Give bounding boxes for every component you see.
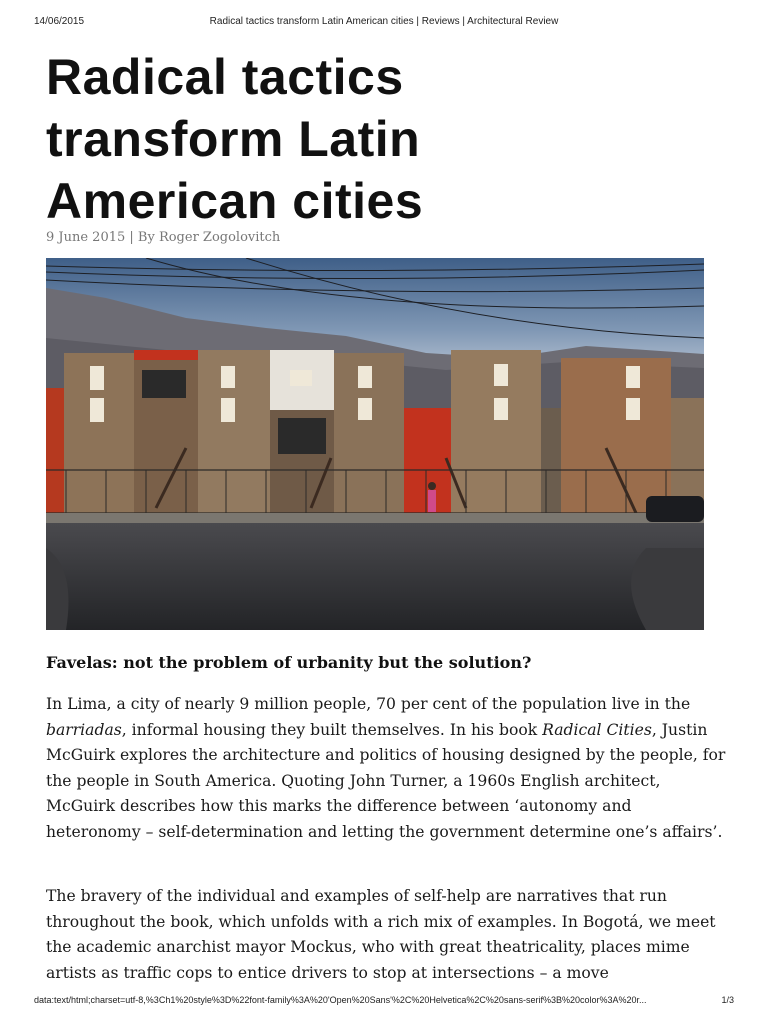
print-footer	[34, 995, 734, 1009]
print-header	[34, 16, 734, 30]
headline-line: Radical tactics	[46, 49, 404, 105]
paragraph-italic: Radical Cities	[542, 720, 652, 739]
headline-line: American cities	[46, 173, 424, 229]
print-date: 14/06/2015	[34, 16, 85, 27]
paragraph-italic: barriadas	[46, 720, 122, 739]
paragraph-text: , informal housing they built themselves. In his book	[121, 720, 543, 739]
article-paragraph	[46, 692, 726, 845]
article-paragraph: The bravery of the individual and examples of self-help are narratives that run throughout the book, which unfolds with a rich mix of examples. In Bogotá, we meet the academic anarchist mayor Mockus, who with great theatricality, places mime artists as traffic cops to entice drivers to stop at intersections – a move	[46, 887, 716, 982]
paragraph-text: , Justin McGuirk explores the architecture and politics of housing designed by the people, for the people in South America. Quoting John Turner, a 1960s English architect, McGuirk describes how this marks the difference between ‘autonomy and heteronomy – self-determination and letting the government determine one’s affairs’.	[46, 720, 726, 841]
print-page-title: Radical tactics transform Latin American cities | Reviews | Architectural Review	[209, 16, 559, 27]
article-subhead: Favelas: not the problem of urbanity but the solution?	[46, 653, 532, 672]
page-number: 1/3	[721, 995, 734, 1005]
hero-photo	[46, 258, 704, 630]
row-of-houses-photo	[46, 258, 704, 630]
article-headline	[46, 46, 686, 232]
print-url: data:text/html;charset=utf-8,%3Ch1%20style%3D%22font-family%3A%20'Open%20Sans'%2C%20Helvetica%2C%20sans-serif%3B%20color%3A%20r...	[34, 995, 647, 1005]
headline-line: transform Latin	[46, 111, 421, 167]
article-byline: 9 June 2015 | By Roger Zogolovitch	[46, 230, 281, 245]
paragraph-text: In Lima, a city of nearly 9 million people, 70 per cent of the population live in the	[46, 695, 691, 713]
